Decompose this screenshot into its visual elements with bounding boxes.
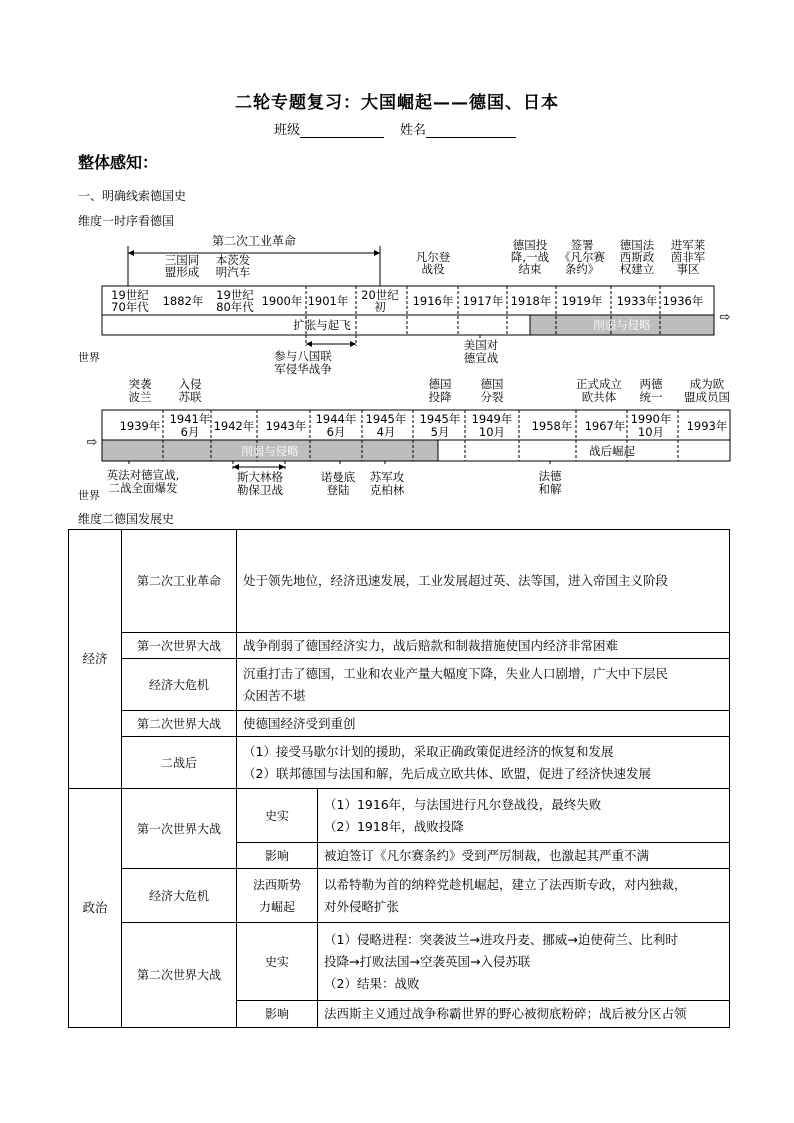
timeline2-event: 成为欧盟成员国 (684, 377, 730, 404)
row-text: 使德国经济受到重创 (237, 711, 730, 737)
name-label: 姓名 (400, 123, 427, 138)
row-sub-label: 第二次世界大战 (122, 923, 237, 1028)
timeline2-bar-left: 削弱与侵略 (241, 444, 299, 458)
row-text: 处于领先地位，经济迅速发展，工业发展超过英、法等国，进入帝国主义阶段 (237, 530, 730, 633)
timeline1-bar-right: 削弱与侵略 (593, 318, 651, 332)
timeline1-event: 签署《凡尔赛条约》 (559, 238, 605, 276)
timeline2-below-event: 斯大林格勒保卫战 (237, 470, 283, 497)
timeline2-event: 正式成立欧共体 (576, 377, 622, 404)
bracket-label: 第二次工业革命 (211, 234, 297, 248)
timeline1-date: 1917年 (462, 294, 504, 308)
timeline2-below-event: 法德和解 (538, 469, 562, 496)
timeline1-date: 1918年 (510, 294, 552, 308)
table-row (69, 789, 730, 843)
class-label: 班级 (274, 123, 301, 138)
row-text: 沉重打击了德国，工业和农业产量大幅度下降，失业人口剧增，广大中下层民 众困苦不堪 (237, 659, 730, 711)
timeline2-bar-right: 战后崛起 (589, 444, 635, 458)
timeline2-date: 1944年 6月 (315, 412, 357, 439)
timeline2-date: 1949年 10月 (471, 412, 513, 439)
timeline2-date: 1945年 5月 (419, 412, 461, 439)
world-label-2: 世界 (78, 489, 100, 502)
timeline2-event: 突袭波兰 (128, 377, 152, 404)
overall-heading: 整体感知： (78, 153, 159, 172)
table-row (69, 869, 730, 923)
timeline1-below-event: 美国对德宣战 (463, 338, 499, 365)
timeline2-event: 两德统一 (639, 377, 663, 404)
timeline2-date: 1958年 (531, 419, 573, 433)
timeline2-event: 德国分裂 (480, 377, 504, 404)
timeline1-date: 1919年 (561, 294, 603, 308)
timeline-germany-1 (0, 0, 794, 520)
row-text: （1）接受马歇尔计划的援助，采取正确政策促进经济的恢复和发展 （2）联邦德国与法国和解，先后成立欧共体、欧盟，促进了经济快速发展 (237, 737, 730, 789)
timeline1-event: 进军莱茵非军事区 (670, 238, 706, 276)
timeline2-below-event: 英法对德宣战,二战全面爆发 (106, 468, 180, 495)
economy-label: 经济 (69, 530, 122, 789)
timeline2-date: 1942年 (213, 419, 255, 433)
row-sub-label: 第一次世界大战 (122, 633, 237, 659)
table-row (69, 530, 730, 633)
germany-development-table (68, 529, 730, 1028)
world-label-1: 世界 (78, 351, 100, 364)
timeline2-date: 1993年 (686, 419, 728, 433)
timeline2-event: 德国投降 (428, 377, 452, 404)
timeline1-event: 德国法西斯政权建立 (619, 238, 655, 276)
timeline1-event: 凡尔登战役 (415, 250, 451, 276)
table-row (69, 737, 730, 789)
impact-label: 影响 (237, 843, 318, 869)
section-heading: 一、明确线索德国史 (78, 189, 187, 203)
timeline2-date: 1967年 (584, 419, 626, 433)
table-row (69, 633, 730, 659)
timeline2-date: 1990年 10月 (630, 412, 672, 439)
timeline1-below-event: 参与八国联军侵华战争 (274, 349, 332, 376)
row-sub-label: 经济大危机 (122, 869, 237, 923)
table-row (69, 711, 730, 737)
timeline1-event: 本茨发明汽车 (215, 253, 251, 279)
row-sub-label: 二战后 (122, 737, 237, 789)
row-text: 法西斯主义通过战争称霸世界的野心被彻底粉碎；战后被分区占领 (318, 1001, 730, 1028)
timeline1-date: 1882年 (162, 294, 204, 308)
timeline2-date: 1941年 6月 (169, 412, 211, 439)
timeline1-date: 1901年 (307, 294, 349, 308)
timeline1-event: 德国投降,一战结束 (510, 238, 550, 276)
timeline2-below-event: 苏军攻克柏林 (369, 470, 405, 497)
row-sub-label: 第二次工业革命 (122, 530, 237, 633)
timeline2-arrow: ⇨ (86, 435, 98, 450)
timeline2-event: 入侵苏联 (178, 377, 202, 404)
row-sub-label: 第一次世界大战 (122, 789, 237, 869)
politics-label: 政治 (69, 789, 122, 1028)
timeline2-date: 1939年 (119, 419, 161, 433)
row-text: （1）1916年，与法国进行凡尔登战役，最终失败 （2）1918年，战败投降 (318, 789, 730, 843)
page-title: 二轮专题复习：大国崛起——德国、日本 (235, 93, 559, 113)
timeline1-date: 1916年 (412, 294, 454, 308)
fact-label: 史实 (237, 789, 318, 843)
row-text: 战争削弱了德国经济实力，战后赔款和制裁措施使国内经济非常困难 (237, 633, 730, 659)
dimension1-label: 维度一时序看德国 (78, 214, 175, 228)
fact-label: 史实 (237, 923, 318, 1001)
row-sub-label: 第二次世界大战 (122, 711, 237, 737)
row-text: 被迫签订《凡尔赛条约》受到严厉制裁，也激起其严重不满 (318, 843, 730, 869)
table-row (69, 923, 730, 1001)
dimension2-label: 维度二德国发展史 (78, 512, 175, 526)
row-text: （1）侵略进程：突袭波兰→进攻丹麦、挪威→迫使荷兰、比利时 投降→打败法国→空袭英国→入侵苏联 （2）结果：战败 (318, 923, 730, 1001)
timeline1-date: 19世纪 80年代 (216, 288, 254, 314)
impact-label: 影响 (237, 1001, 318, 1028)
row-text: 以希特勒为首的纳粹党趁机崛起，建立了法西斯专政，对内独裁， 对外侵略扩张 (318, 869, 730, 923)
timeline1-bar-left: 扩张与起飞 (293, 318, 351, 332)
timeline1-event: 三国同盟形成 (164, 253, 200, 279)
row-sub-label: 经济大危机 (122, 659, 237, 711)
timeline1-date: 19世纪 70年代 (111, 288, 149, 314)
timeline1-date: 1933年 (616, 294, 658, 308)
timeline2-below-event: 诺曼底登陆 (320, 470, 356, 497)
timeline1-date: 20世纪初 (361, 288, 399, 314)
timeline2-date: 1945年 4月 (365, 412, 407, 439)
table-row (69, 659, 730, 711)
timeline1-arrow: ⇨ (719, 310, 731, 325)
fascism-label: 法西斯势 力崛起 (237, 869, 318, 923)
timeline2-date: 1943年 (265, 419, 307, 433)
timeline1-date: 1900年 (261, 294, 303, 308)
timeline1-date: 1936年 (662, 294, 704, 308)
